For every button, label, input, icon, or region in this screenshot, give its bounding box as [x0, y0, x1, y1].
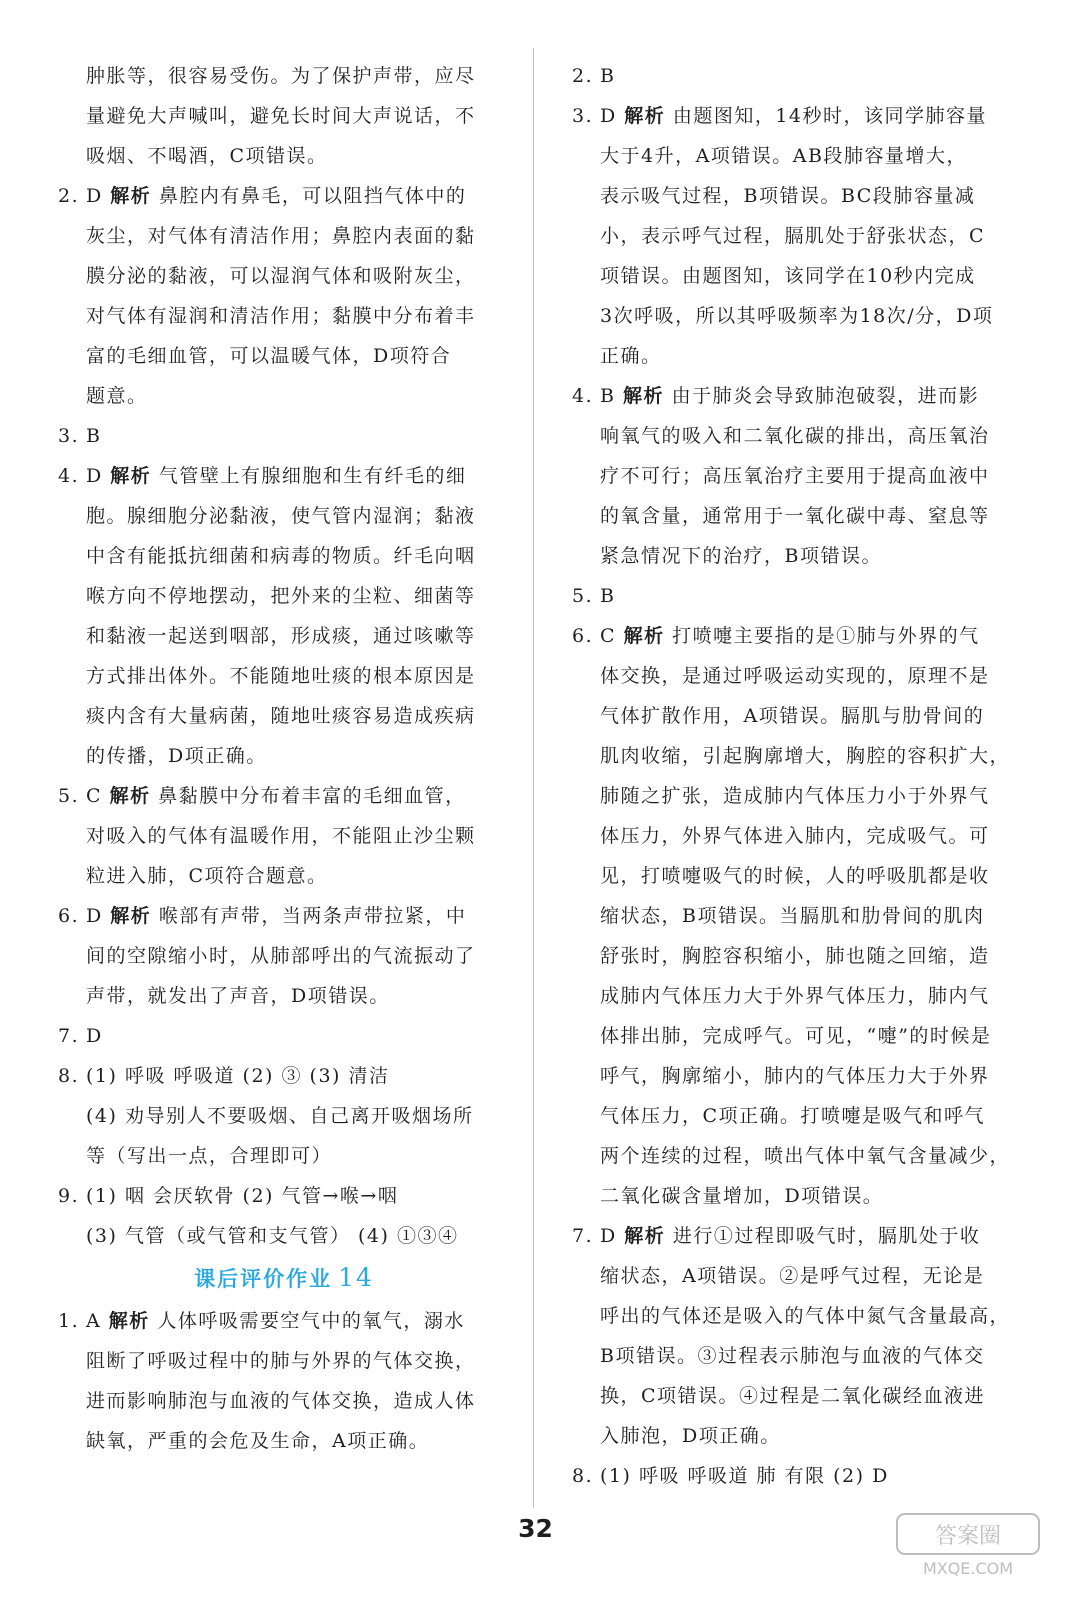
answer-line: 方式排出体外。不能随地吐痰的根本原因是	[86, 665, 476, 687]
answer-line: 二氧化碳含量增加，D项错误。	[600, 1185, 884, 1207]
left-answer-item	[58, 416, 510, 456]
left-answer-item	[58, 176, 510, 416]
answer-line: 肌肉收缩，引起胸廓增大，胸腔的容积扩大，	[600, 745, 1011, 767]
svg-text:MXQE.COM: MXQE.COM	[922, 1559, 1014, 1578]
left-answer-item	[58, 456, 510, 776]
question-number: 1.	[58, 1310, 80, 1332]
answer-line: 气体压力，C项正确。打喷嚏是吸气和呼气	[600, 1105, 986, 1127]
answer-line: 的氧含量，通常用于一氧化碳中毒、窒息等	[600, 505, 990, 527]
question-number: 3.	[58, 425, 80, 447]
answer-line: B	[600, 65, 616, 87]
answer-line: 呼出的气体还是吸入的气体中氮气含量最高，	[600, 1305, 1011, 1327]
answer-line: 响氧气的吸入和二氧化碳的排出，高压氧治	[600, 425, 990, 447]
answer-line: 量避免大声喊叫，避免长时间大声说话，不	[86, 105, 476, 127]
answer-line: B	[86, 425, 102, 447]
answer-line: D 解析 由题图知，14秒时，该同学肺容量	[600, 105, 988, 127]
answer-line: 阻断了呼吸过程中的肺与外界的气体交换，	[86, 1350, 476, 1372]
answer-line: 3次呼吸，所以其呼吸频率为18次/分，D项	[600, 305, 994, 327]
right-answer-item	[572, 616, 1024, 1216]
answer-line: (1) 呼吸 呼吸道 肺 有限 (2) D	[600, 1465, 889, 1487]
right-answer-item	[572, 96, 1024, 376]
answer-line: 吸烟、不喝酒，C项错误。	[86, 145, 328, 167]
answer-line: B项错误。③过程表示肺泡与血液的气体交	[600, 1345, 985, 1367]
answer-line: 呼气，胸廓缩小，肺内的气体压力大于外界	[600, 1065, 990, 1087]
answer-line: D 解析 进行①过程即吸气时，膈肌处于收	[600, 1225, 981, 1247]
answer-line: 表示吸气过程，B项错误。BC段肺容量减	[600, 185, 976, 207]
right-answer-item	[572, 376, 1024, 576]
question-number: 6.	[58, 905, 80, 927]
question-number: 6.	[572, 625, 594, 647]
question-number: 2.	[58, 185, 80, 207]
answer-line: D	[86, 1025, 103, 1047]
right-answer-item	[572, 576, 1024, 616]
answer-line: 气体扩散作用，A项错误。膈肌与肋骨间的	[600, 705, 985, 727]
answer-line: (1) 咽 会厌软骨 (2) 气管→喉→咽	[86, 1185, 399, 1207]
answer-line: B 解析 由于肺炎会导致肺泡破裂，进而影	[600, 385, 980, 407]
answer-line: 疗不可行；高压氧治疗主要用于提高血液中	[600, 465, 990, 487]
answer-line: 舒张时，胸腔容积缩小，肺也随之回缩，造	[600, 945, 990, 967]
answer-line: 换，C项错误。④过程是二氧化碳经血液进	[600, 1385, 986, 1407]
answer-line: 缩状态，A项错误。②是呼气过程，无论是	[600, 1265, 985, 1287]
right-answer-item	[572, 1456, 1024, 1496]
answer-line: 成肺内气体压力大于外界气体压力，肺内气	[600, 985, 990, 1007]
answer-line: B	[600, 585, 616, 607]
left-after-answer-item	[58, 1301, 510, 1461]
answer-line: 膜分泌的黏液，可以湿润气体和吸附灰尘，	[86, 265, 476, 287]
left-answer-list	[58, 56, 510, 1256]
answer-line: 入肺泡，D项正确。	[600, 1425, 781, 1447]
left-after-list	[58, 1301, 510, 1461]
right-answer-list	[572, 56, 1024, 1496]
page-number: 32	[518, 1514, 553, 1543]
question-number: 8.	[58, 1065, 80, 1087]
answer-line: 肺随之扩张，造成肺内气体压力小于外界气	[600, 785, 990, 807]
answer-line: D 解析 喉部有声带，当两条声带拉紧，中	[86, 905, 467, 927]
answer-line: 缩状态，B项错误。当膈肌和肋骨间的肌肉	[600, 905, 985, 927]
answer-line: 胞。腺细胞分泌黏液，使气管内湿润；黏液	[86, 505, 476, 527]
right-answer-item	[572, 56, 1024, 96]
answer-line: C 解析 打喷嚏主要指的是①肺与外界的气	[600, 625, 980, 647]
question-number: 3.	[572, 105, 594, 127]
answer-line: 灰尘，对气体有清洁作用；鼻腔内表面的黏	[86, 225, 476, 247]
answer-line: 中含有能抵抗细菌和病毒的物质。纤毛向咽	[86, 545, 476, 567]
column-divider	[533, 48, 534, 1508]
answer-line: 题意。	[86, 385, 148, 407]
answer-line: 紧急情况下的治疗，B项错误。	[600, 545, 882, 567]
question-number: 4.	[572, 385, 594, 407]
answer-line: D 解析 气管壁上有腺细胞和生有纤毛的细	[86, 465, 467, 487]
question-number: 7.	[58, 1025, 80, 1047]
answer-line: 痰内含有大量病菌，随地吐痰容易造成疾病	[86, 705, 476, 727]
answer-line: 粒进入肺，C项符合题意。	[86, 865, 328, 887]
left-answer-item	[58, 56, 510, 176]
answer-line: 对吸入的气体有温暖作用，不能阻止沙尘颗	[86, 825, 476, 847]
section-title: 课后评价作业 14	[194, 1263, 374, 1292]
left-column	[58, 56, 510, 1461]
answer-line: 声带，就发出了声音，D项错误。	[86, 985, 390, 1007]
answer-line: C 解析 鼻黏膜中分布着丰富的毛细血管，	[86, 785, 466, 807]
svg-text:答案圈: 答案圈	[934, 1524, 1002, 1549]
answer-line: 和黏液一起送到咽部，形成痰，通过咳嗽等	[86, 625, 476, 647]
left-answer-item	[58, 896, 510, 1016]
question-number: 9.	[58, 1185, 80, 1207]
left-answer-item	[58, 776, 510, 896]
right-answer-item	[572, 1216, 1024, 1456]
answer-line: (4) 劝导别人不要吸烟、自己离开吸烟场所	[86, 1105, 474, 1127]
answer-line: (1) 呼吸 呼吸道 (2) ③ (3) 清洁	[86, 1065, 390, 1087]
answer-line: 正确。	[600, 345, 662, 367]
left-answer-item	[58, 1056, 510, 1176]
question-number: 2.	[572, 65, 594, 87]
answer-line: 间的空隙缩小时，从肺部呼出的气流振动了	[86, 945, 476, 967]
left-answer-item	[58, 1016, 510, 1056]
question-number: 8.	[572, 1465, 594, 1487]
question-number: 5.	[572, 585, 594, 607]
answer-line: 体交换，是通过呼吸运动实现的，原理不是	[600, 665, 990, 687]
watermark-logo	[893, 1510, 1043, 1580]
answer-line: 进而影响肺泡与血液的气体交换，造成人体	[86, 1390, 476, 1412]
answer-line: 见，打喷嚏吸气的时候，人的呼吸肌都是收	[600, 865, 990, 887]
question-number: 7.	[572, 1225, 594, 1247]
answer-line: D 解析 鼻腔内有鼻毛，可以阻挡气体中的	[86, 185, 467, 207]
left-answer-item	[58, 1176, 510, 1256]
answer-line: 富的毛细血管，可以温暖气体，D项符合	[86, 345, 452, 367]
answer-line: (3) 气管（或气管和支气管） (4) ①③④	[86, 1225, 459, 1247]
right-column	[572, 56, 1024, 1496]
question-number: 4.	[58, 465, 80, 487]
answer-line: A 解析 人体呼吸需要空气中的氧气，溺水	[86, 1310, 465, 1332]
answer-line: 对气体有湿润和清洁作用；黏膜中分布着丰	[86, 305, 476, 327]
answer-line: 喉方向不停地摆动，把外来的尘粒、细菌等	[86, 585, 476, 607]
answer-line: 小，表示呼气过程，膈肌处于舒张状态，C	[600, 225, 986, 247]
question-number: 5.	[58, 785, 80, 807]
answer-line: 体排出肺，完成呼气。可见，“嚏”的时候是	[600, 1025, 992, 1047]
answer-line: 项错误。由题图知，该同学在10秒内完成	[600, 265, 976, 287]
answer-line: 缺氧，严重的会危及生命，A项正确。	[86, 1430, 430, 1452]
answer-line: 体压力，外界气体进入肺内，完成吸气。可	[600, 825, 990, 847]
answer-line: 的传播，D项正确。	[86, 745, 267, 767]
answer-line: 大于4升，A项错误。AB段肺容量增大，	[600, 145, 967, 167]
answer-line: 两个连续的过程，喷出气体中氧气含量减少，	[600, 1145, 1011, 1167]
answer-line: 等（写出一点，合理即可）	[86, 1145, 333, 1167]
answer-line: 肿胀等，很容易受伤。为了保护声带，应尽	[86, 65, 476, 87]
